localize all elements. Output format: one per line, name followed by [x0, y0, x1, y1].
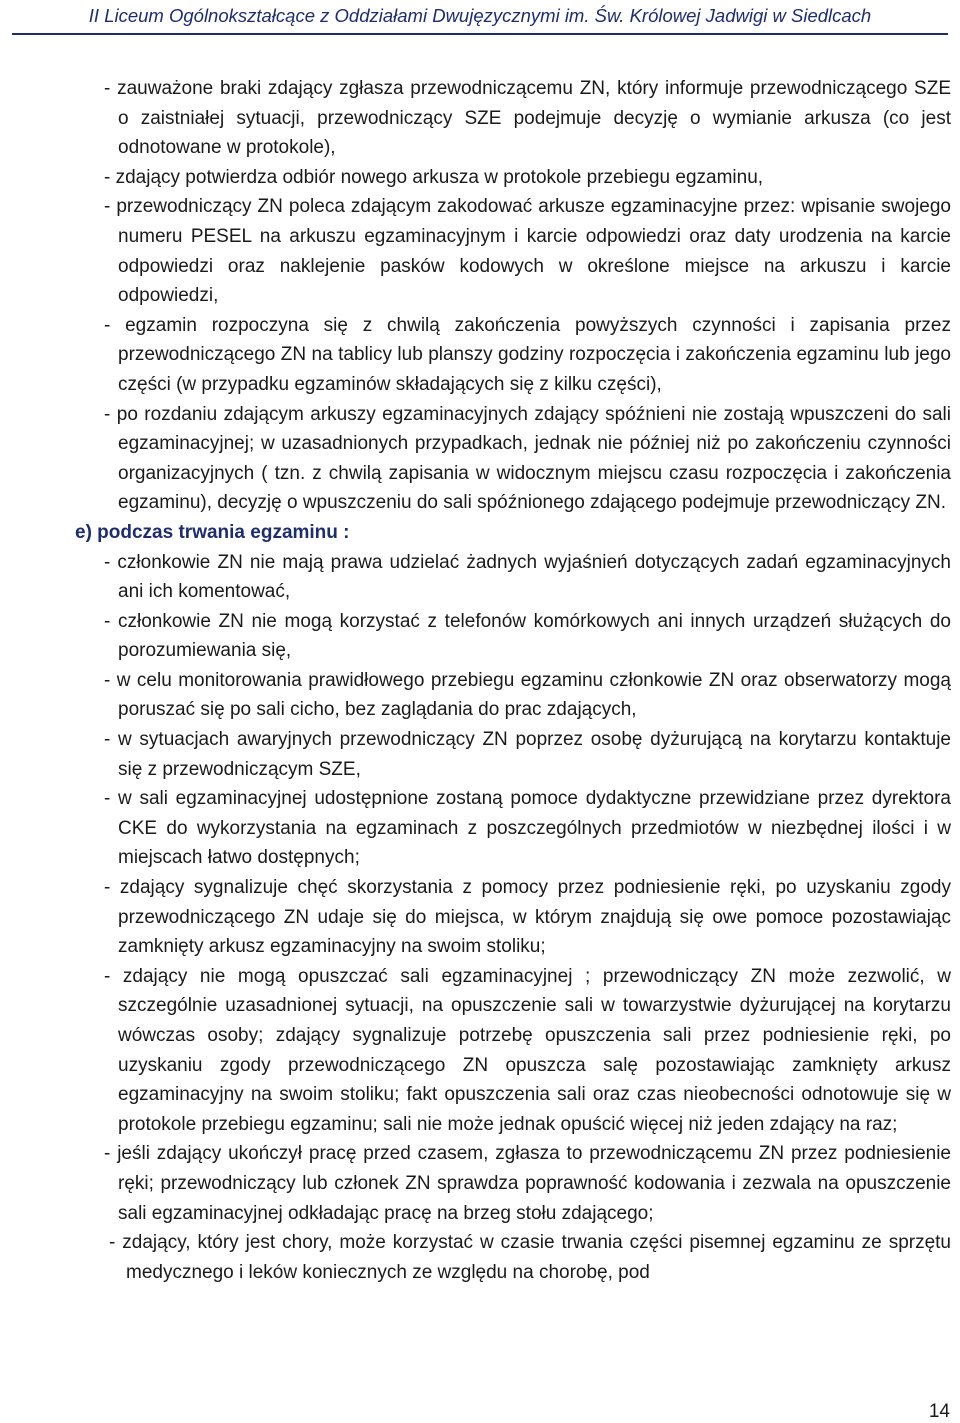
list-item: - egzamin rozpoczyna się z chwilą zakończenia powyższych czynności i zapisania przez przewodniczącego ZN na tablicy lub planszy godziny rozpoczęcia i zakończenia egzaminu lub jego części (w przypadku egzaminów składających się z kilku części), — [104, 314, 951, 395]
page-header: II Liceum Ogólnokształcące z Oddziałami Dwujęzycznymi im. Św. Królowej Jadwigi w Siedlcach — [88, 5, 872, 26]
section-heading: e) podczas trwania egzaminu : — [75, 521, 350, 543]
list-item: - członkowie ZN nie mają prawa udzielać żadnych wyjaśnień dotyczących zadań egzaminacyjnych ani ich komentować, — [104, 551, 951, 603]
page-number: 14 — [928, 1401, 950, 1422]
list-item: - zauważone braki zdający zgłasza przewodniczącemu ZN, który informuje przewodniczącego SZE o zaistniałej sytuacji, przewodniczący SZE podejmuje decyzję o wymianie arkusza (co jest odnotowane w protokole), — [104, 78, 951, 159]
header-divider — [12, 33, 948, 35]
list-item: - w sali egzaminacyjnej udostępnione zostaną pomoce dydaktyczne przewidziane przez dyrektora CKE do wykorzystania na egzaminach z poszczególnych przedmiotów w niezbędnej ilości i w miejscach łatwo dostępnych; — [104, 788, 951, 869]
list-item: - zdający nie mogą opuszczać sali egzaminacyjnej ; przewodniczący ZN może zezwolić, w szczególnie uzasadnionej sytuacji, na opuszczenie sali w towarzystwie dyżurującej na korytarzu wówczas osoby; zdający sygnalizuje potrzebę opuszczenia sali przez podniesienie ręki, po uzyskaniu zgody przewodniczącego ZN opuszcza salę pozostawiając zamknięty arkusz egzaminacyjny na swoim stoliku; fakt opuszczenia sali oraz czas nieobecności odnotowuje się w protokole przebiegu egzaminu; sali nie może jednak opuścić więcej niż jeden zdający na raz; — [104, 965, 951, 1135]
list-item: - zdający sygnalizuje chęć skorzystania z pomocy przez podniesienie ręki, po uzyskaniu zgody przewodniczącego ZN udaje się do miejsca, w którym znajdują się owe pomoce pozostawiając zamknięty arkusz egzaminacyjny na swoim stoliku; — [104, 877, 951, 958]
list-item: - przewodniczący ZN poleca zdającym zakodować arkusze egzaminacyjne przez: wpisanie swojego numeru PESEL na arkuszu egzaminacyjnym i karcie odpowiedzi oraz daty urodzenia na karcie odpowiedzi oraz naklejenie pasków kodowych w określone miejsce na arkuszu i karcie odpowiedzi, — [104, 196, 951, 307]
list-item: - w celu monitorowania prawidłowego przebiegu egzaminu członkowie ZN oraz obserwatorzy mogą poruszać się po sali cicho, bez zaglądania do prac zdających, — [104, 669, 951, 721]
list-item: - jeśli zdający ukończył pracę przed czasem, zgłasza to przewodniczącemu ZN przez podniesienie ręki; przewodniczący lub członek ZN sprawdza poprawność kodowania i zezwala na opuszczenie sali egzaminacyjnej odkładając pracę na brzeg stołu zdającego; — [104, 1143, 951, 1224]
list-item: - w sytuacjach awaryjnych przewodniczący ZN poprzez osobę dyżurującą na korytarzu kontaktuje się z przewodniczącym SZE, — [104, 729, 951, 780]
list-item: - członkowie ZN nie mogą korzystać z telefonów komórkowych ani innych urządzeń służących do porozumiewania się, — [104, 610, 951, 662]
list-item: - zdający potwierdza odbiór nowego arkusza w protokole przebiegu egzaminu, — [104, 166, 764, 188]
list-item: - zdający, który jest chory, może korzystać w czasie trwania części pisemnej egzaminu ze sprzętu medycznego i leków koniecznych ze względu na chorobę, pod — [109, 1232, 951, 1283]
list-item: - po rozdaniu zdającym arkuszy egzaminacyjnych zdający spóźnieni nie zostają wpuszczeni do sali egzaminacyjnej; w uzasadnionych przypadkach, jednak nie później niż po zakończeniu czynności organizacyjnych ( tzn. z chwilą zapisania w widocznym miejscu czasu rozpoczęcia i zakończenia egzaminu), decyzję o wpuszczeniu do sali spóźnionego zdającego podejmuje przewodniczący ZN. — [104, 403, 951, 514]
document-body — [0, 74, 960, 1287]
